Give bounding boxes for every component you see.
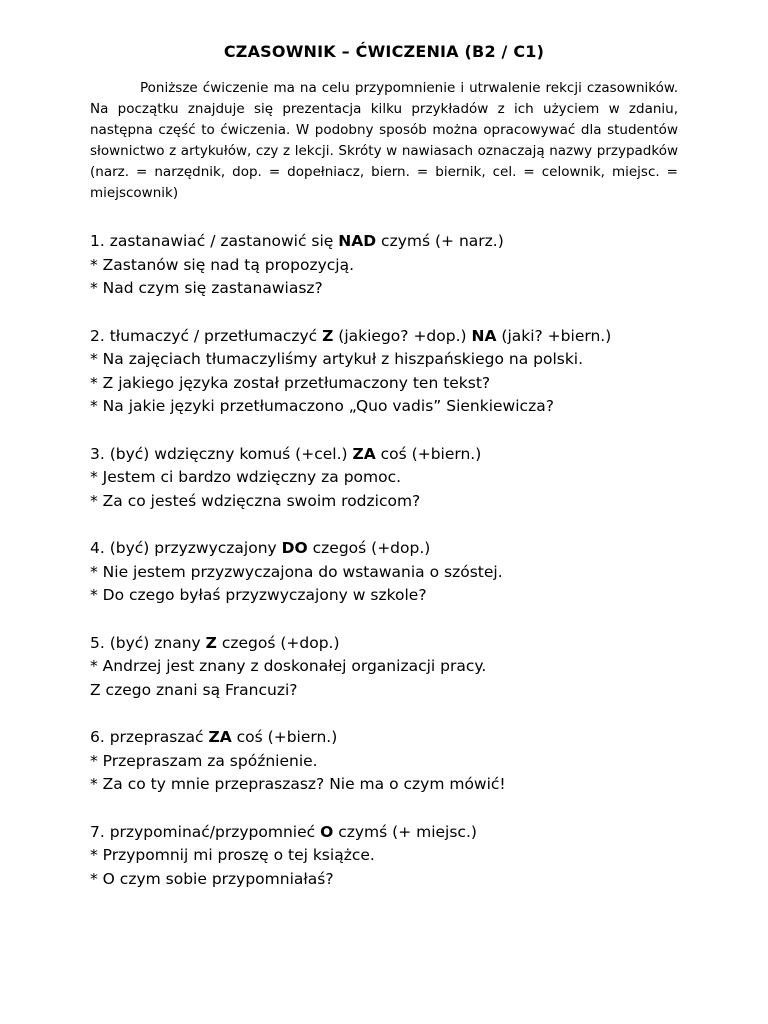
intro-paragraph: Poniższe ćwiczenie ma na celu przypomnienie i utrwalenie rekcji czasowników. Na początku znajduje się prezentacja kilku przykładów z ich użyciem w zdaniu, następna część to ćwiczenia. W podobny sposób można opracowywać dla studentów słownictwo z artykułów, czy z lekcji. Skróty w nawiasach oznaczają nazwy przypadków (narz. = narzędnik, dop. = dopełniacz, biern. = biernik, cel. = celownik, miejsc. = miejscownik) (90, 80, 678, 201)
example-sentence: * Zastanów się nad tą propozycją. (90, 255, 355, 274)
example-sentence: * Do czego byłaś przyzwyczajony w szkole? (90, 586, 427, 604)
example-sentence: * Na zajęciach tłumaczyliśmy artykuł z hiszpańskiego na polski. (90, 350, 584, 368)
exercise-list (90, 230, 678, 891)
heading-text: 5. (być) znany (90, 633, 206, 652)
document-page (90, 42, 678, 915)
example-sentence: * Za co jesteś wdzięczna swoim rodzicom? (90, 491, 421, 510)
exercise-heading (90, 632, 678, 656)
heading-text: 6. przepraszać (90, 728, 209, 746)
exercise-section (90, 632, 678, 703)
heading-text: 2. tłumaczyć / przetłumaczyć (90, 326, 323, 345)
heading-text: coś (+biern.) (231, 728, 338, 746)
example-sentence: Z czego znani są Francuzi? (90, 680, 298, 699)
example-sentence: * Andrzej jest znany z doskonałej organizacji pracy. (90, 657, 487, 675)
exercise-heading (90, 821, 678, 845)
preposition-keyword: Z (205, 633, 217, 652)
exercise-section (90, 443, 678, 514)
exercise-heading (90, 726, 678, 750)
heading-text: czymś (+ narz.) (376, 232, 504, 250)
exercise-heading (90, 325, 678, 349)
heading-text: czegoś (+dop.) (216, 633, 340, 652)
example-sentence: * Nie jestem przyzwyczajona do wstawania o szóstej. (90, 562, 503, 581)
preposition-keyword: ZA (352, 444, 376, 463)
example-sentence: * Jestem ci bardzo wdzięczny za pomoc. (90, 468, 402, 486)
exercise-section (90, 726, 678, 797)
example-sentence: * Za co ty mnie przepraszasz? Nie ma o czym mówić! (90, 775, 506, 793)
heading-text: 1. zastanawiać / zastanowić się (90, 232, 339, 250)
exercise-section (90, 537, 678, 608)
exercise-heading (90, 537, 678, 561)
heading-text: (jaki? +biern.) (496, 326, 612, 345)
example-sentence: * Z jakiego języka został przetłumaczony ten tekst? (90, 373, 491, 392)
preposition-keyword: Z (322, 326, 334, 345)
heading-text: 4. (być) przyzwyczajony (90, 539, 282, 557)
page-title: CZASOWNIK – ĆWICZENIA (B2 / C1) (223, 42, 545, 61)
example-sentence: * Na jakie języki przetłumaczono „Quo vadis” Sienkiewicza? (90, 397, 554, 415)
example-sentence: * O czym sobie przypomniałaś? (90, 869, 334, 888)
preposition-keyword: NA (471, 326, 497, 345)
example-sentence: * Przepraszam za spóźnienie. (90, 751, 318, 770)
exercise-section (90, 325, 678, 419)
heading-text: coś (+biern.) (375, 444, 482, 463)
example-sentence: * Przypomnij mi proszę o tej książce. (90, 846, 375, 864)
heading-text: 7. przypominać/przypomnieć (90, 822, 321, 841)
example-sentence: * Nad czym się zastanawiasz? (90, 279, 323, 297)
preposition-keyword: DO (281, 539, 308, 557)
heading-text: 3. (być) wdzięczny komuś (+cel.) (90, 444, 353, 463)
heading-text: czymś (+ miejsc.) (333, 822, 477, 841)
exercise-section (90, 821, 678, 892)
heading-text: (jakiego? +dop.) (333, 326, 472, 345)
preposition-keyword: ZA (208, 728, 232, 746)
exercise-section (90, 230, 678, 301)
exercise-heading (90, 230, 678, 254)
preposition-keyword: NAD (338, 232, 377, 250)
exercise-heading (90, 443, 678, 467)
preposition-keyword: O (320, 822, 334, 841)
heading-text: czegoś (+dop.) (307, 539, 431, 557)
